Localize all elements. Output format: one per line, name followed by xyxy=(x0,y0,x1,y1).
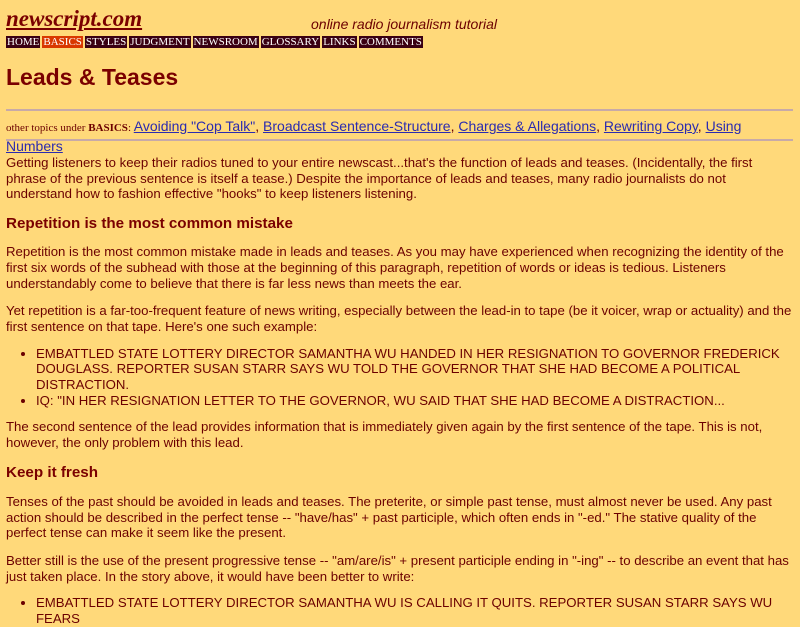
other-topics-prefix: other topics under xyxy=(6,122,89,134)
nav-bar xyxy=(6,36,423,48)
other-topics-section: BASICS xyxy=(88,122,128,134)
paragraph-fresh-2: Better still is the use of the present progressive tense -- "am/are/is" + present participle ending in "-ing" -- to describe an event that has just taken place. In the story above, it would have been better to write: xyxy=(6,552,789,584)
paragraph-repetition-2: Yet repetition is a far-too-frequent feature of news writing, especially between the lead-in to tape (be it voicer, wrap or actuality) and the first sentence on that tape. Here's one such example: xyxy=(6,303,792,334)
page-title: Leads & Teases xyxy=(6,64,179,90)
nav-judgment[interactable]: JUDGMENT xyxy=(130,36,190,48)
nav-basics[interactable]: BASICS xyxy=(43,36,82,48)
paragraph-repetition-3: The second sentence of the lead provides information that is immediately given again by the first sentence of the tape. This is not, however, the only problem with this lead. xyxy=(6,419,763,451)
intro-paragraph: Getting listeners to keep their radios tuned to your entire newscast...that's the function of leads and teases. (Incidentally, the first phrase of the previous sentence is itself a tease.) Despite the importance of leads and teases, many radio journalists do not understand how to fashion effective "hooks" to keep listeners listening. xyxy=(6,155,753,202)
nav-home[interactable]: HOME xyxy=(7,36,40,48)
other-topics-colon: : xyxy=(127,122,134,134)
topic-link-cop-talk[interactable]: Avoiding "Cop Talk" xyxy=(133,118,256,134)
main-content xyxy=(6,62,793,627)
topic-link-using-numbers[interactable]: Using Numbers xyxy=(6,118,742,154)
example-lead: • EMBATTLED STATE LOTTERY DIRECTOR SAMANTHA WU HANDED IN HER RESIGNATION TO GOVERNOR FREDERICK DOUGLASS. REPORTER SUSAN STARR SAYS WU TOLD THE GOVERNOR THAT SHE HAD BECOME A POLITICAL DISTRACTION. xyxy=(36,346,793,393)
example-improved-lead: • EMBATTLED STATE LOTTERY DIRECTOR SAMANTHA WU IS CALLING IT QUITS. REPORTER SUSAN STARR SAYS WU FEARS xyxy=(36,595,793,626)
divider-bottom xyxy=(6,139,793,141)
masthead xyxy=(6,4,796,34)
topic-link-rewriting-copy[interactable]: Rewriting Copy xyxy=(603,118,698,134)
divider-top xyxy=(6,109,793,111)
other-topics-label xyxy=(6,122,134,134)
nav-comments[interactable]: COMMENTS xyxy=(359,36,422,48)
example-incue: • IQ: "IN HER RESIGNATION LETTER TO THE GOVERNOR, WU SAID THAT SHE HAD BECOME A DISTRACTION... xyxy=(36,393,793,409)
example-list-2 xyxy=(6,595,793,626)
subhead-repetition: Repetition is the most common mistake xyxy=(6,215,293,233)
example-list-1 xyxy=(6,346,793,409)
nav-newsroom[interactable]: NEWSROOM xyxy=(193,36,258,48)
nav-styles[interactable]: STYLES xyxy=(85,36,127,48)
nav-links[interactable]: LINKS xyxy=(323,36,356,48)
topic-link-charges-allegations[interactable]: Charges & Allegations xyxy=(458,118,597,134)
other-topics-bar: other topics under BASICS: Avoiding "Cop Talk", Broadcast Sentence-Structure, Charges & Allegations, Rewriting Copy, Using Numbers xyxy=(6,118,742,154)
topic-link-sentence-structure[interactable]: Broadcast Sentence-Structure xyxy=(263,118,451,134)
paragraph-fresh-1: Tenses of the past should be avoided in leads and teases. The preterite, or simple past tense, must almost never be used. Any past action should be described in the perfect tense -- "have/has" + past participle, which often ends in "-ed." The stative quality of the perfect tense can make it seem like the present. xyxy=(6,493,772,541)
site-tagline: online radio journalism tutorial xyxy=(311,16,497,32)
nav-glossary[interactable]: GLOSSARY xyxy=(261,36,320,48)
site-logo-link[interactable]: newscript.com xyxy=(6,6,143,31)
paragraph-repetition-1: Repetition is the most common mistake made in leads and teases. As you may have experienced when recognizing the identity of the first six words of the subhead with those at the beginning of this paragraph, repetition of words or ideas is tedious. Listeners understandably come to believe that there is far less news than meets the ear. xyxy=(6,244,784,291)
subhead-keep-fresh: Keep it fresh xyxy=(6,463,98,481)
